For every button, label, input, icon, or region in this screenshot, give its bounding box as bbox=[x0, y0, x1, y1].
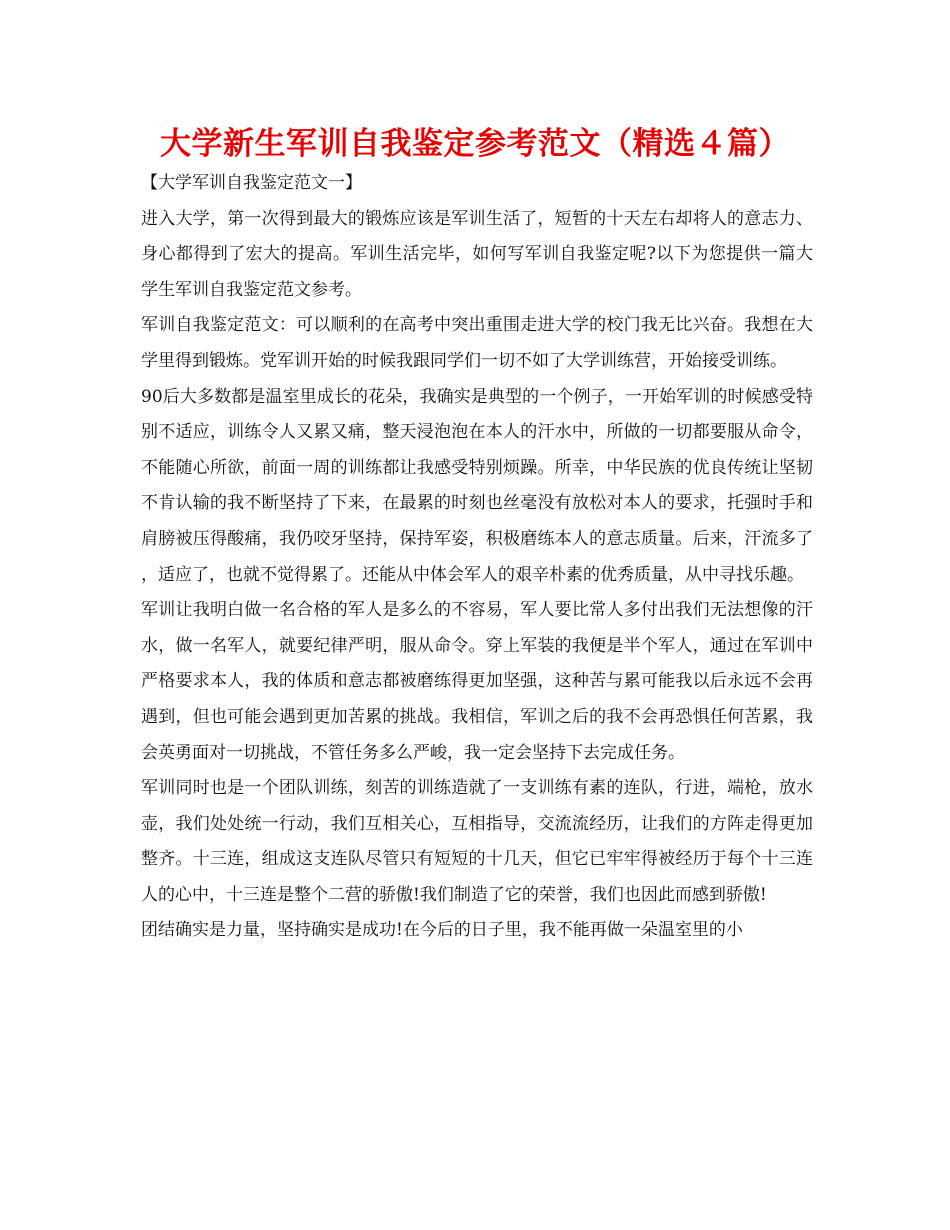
paragraph-6: 团结确实是力量，坚持确实是成功!在今后的日子里，我不能再做一朵温室里的小 bbox=[141, 920, 743, 941]
document-body bbox=[141, 166, 813, 949]
paragraph-2: 军训自我鉴定范文：可以顺利的在高考中突出重围走进大学的校门我无比兴奋。我想在大学里得到锻炼。党军训开始的时候我跟同学们一切不如了大学训练营，开始接受训练。 bbox=[141, 315, 813, 371]
paragraph-3: 90后大多数都是温室里成长的花朵，我确实是典型的一个例子，一开始军训的时候感受特别不适应，训练令人又累又痛，整天浸泡泡在本人的汗水中，所做的一切都要服从命令，不能随心所欲，前面一周的训练都让我感受特别烦躁。所幸，中华民族的优良传统让坚韧不肯认输的我不断坚持了下来，在最累的时刻也丝毫没有放松对本人的要求，托强时手和肩膀被压得酸痛，我仍咬牙坚持，保持军姿，积极磨练本人的意志质量。后来，汗流多了，适应了，也就不觉得累了。还能从中体会军人的艰辛朴素的优秀质量，从中寻找乐趣。 bbox=[141, 386, 813, 585]
paragraph-4: 军训让我明白做一名合格的军人是多么的不容易，军人要比常人多付出我们无法想像的汗水，做一名军人，就要纪律严明，服从命令。穿上军装的我便是半个军人，通过在军训中严格要求本人，我的体质和意志都被磨练得更加坚强，这种苦与累可能我以后永远不会再遇到，但也可能会遇到更加苦累的挑战。我相信，军训之后的我不会再恐惧任何苦累，我会英勇面对一切挑战，不管任务多么严峻，我一定会坚持下去完成任务。 bbox=[141, 600, 813, 763]
paragraph-5: 军训同时也是一个团队训练，刻苦的训练造就了一支训练有素的连队，行进，端枪，放水壶，我们处处统一行动，我们互相关心，互相指导，交流流经历，让我们的方阵走得更加整齐。十三连，组成这支连队尽管只有短短的十几天，但它已牢牢得被经历于每个十三连人的心中，十三连是整个二营的骄傲!我们制造了它的荣誉，我们也因此而感到骄傲! bbox=[141, 778, 813, 905]
document-title: 大学新生军训自我鉴定参考范文（精选４篇） bbox=[160, 126, 790, 162]
section-heading: 【大学军训自我鉴定范文一】 bbox=[141, 173, 362, 193]
paragraph-1: 进入大学，第一次得到最大的锻炼应该是军训生活了，短暂的十天左右却将人的意志力、身心都得到了宏大的提高。军训生活完毕，如何写军训自我鉴定呢?以下为您提供一篇大学生军训自我鉴定范文参考。 bbox=[141, 208, 813, 300]
